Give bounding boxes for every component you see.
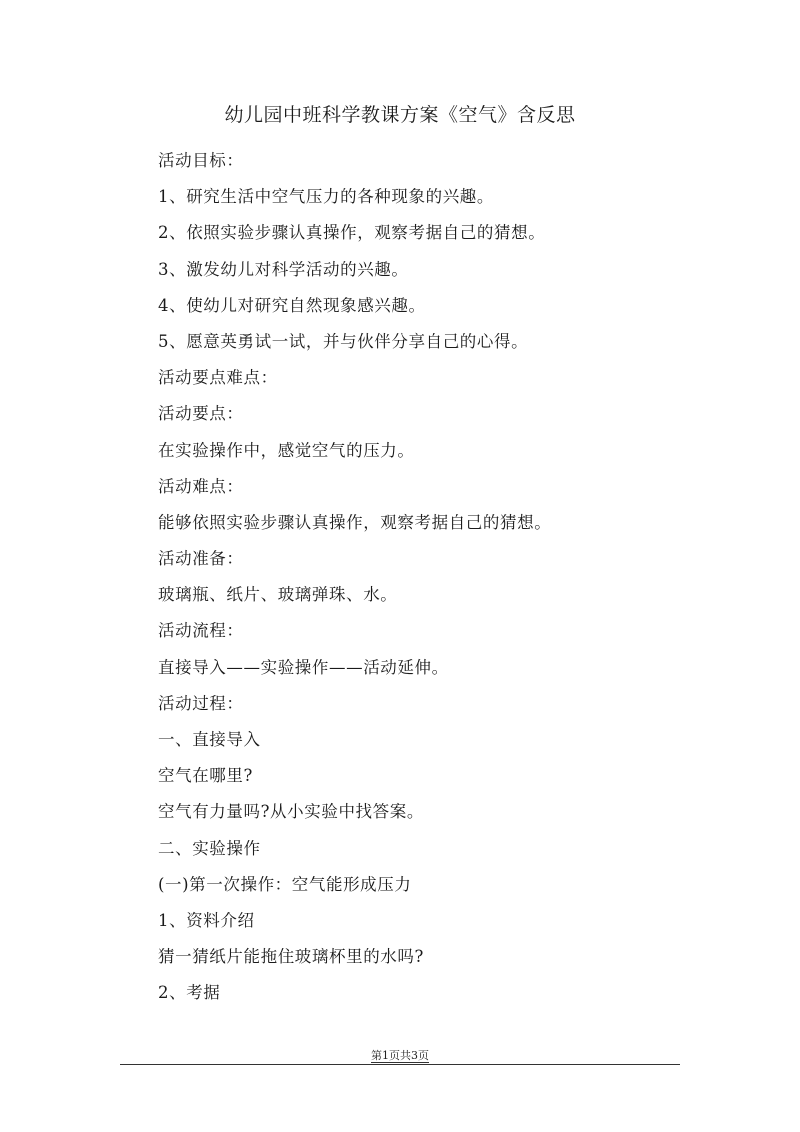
text-line: 空气有力量吗?从小实验中找答案。 bbox=[158, 802, 424, 822]
document-title: 幼儿园中班科学教课方案《空气》含反思 bbox=[224, 104, 576, 126]
text-line: 1、资料介绍 bbox=[158, 910, 255, 930]
text-line: 二、实验操作 bbox=[158, 838, 261, 858]
text-line: 玻璃瓶、纸片、玻璃弹珠、水。 bbox=[158, 585, 398, 605]
text-line: 活动要点难点： bbox=[158, 368, 278, 388]
text-line: 1、研究生活中空气压力的各种现象的兴趣。 bbox=[158, 187, 494, 207]
text-line: 2、考据 bbox=[158, 983, 221, 1003]
text-line: 2、依照实验步骤认真操作，观察考据自己的猜想。 bbox=[158, 223, 546, 243]
text-line: 活动流程： bbox=[158, 621, 244, 641]
text-line: 活动过程： bbox=[158, 693, 244, 713]
footer-divider bbox=[120, 1064, 680, 1065]
text-line: 一、直接导入 bbox=[158, 730, 261, 749]
text-line: 活动要点： bbox=[158, 404, 244, 424]
text-line: 活动目标： bbox=[158, 151, 244, 170]
text-line: 5、愿意英勇试一试，并与伙伴分享自己的心得。 bbox=[158, 331, 529, 351]
text-line: 能够依照实验步骤认真操作，观察考据自己的猜想。 bbox=[158, 512, 552, 532]
text-line: 活动准备： bbox=[158, 549, 244, 569]
text-line: 猜一猜纸片能拖住玻璃杯里的水吗? bbox=[158, 947, 424, 967]
text-line: 空气在哪里? bbox=[158, 766, 253, 786]
document-body bbox=[158, 143, 758, 1012]
text-line: 活动难点： bbox=[158, 476, 244, 496]
text-line: 在实验操作中，感觉空气的压力。 bbox=[158, 440, 415, 460]
text-line: 直接导入——实验操作——活动延伸。 bbox=[158, 657, 449, 677]
text-line: 3、激发幼儿对科学活动的兴趣。 bbox=[158, 259, 409, 279]
page-number bbox=[0, 1049, 800, 1063]
text-line: 4、使幼儿对研究自然现象感兴趣。 bbox=[158, 295, 426, 315]
text-line: (一)第一次操作：空气能形成压力 bbox=[158, 874, 412, 894]
page-number-label: 第1页共3页 bbox=[371, 1049, 429, 1062]
